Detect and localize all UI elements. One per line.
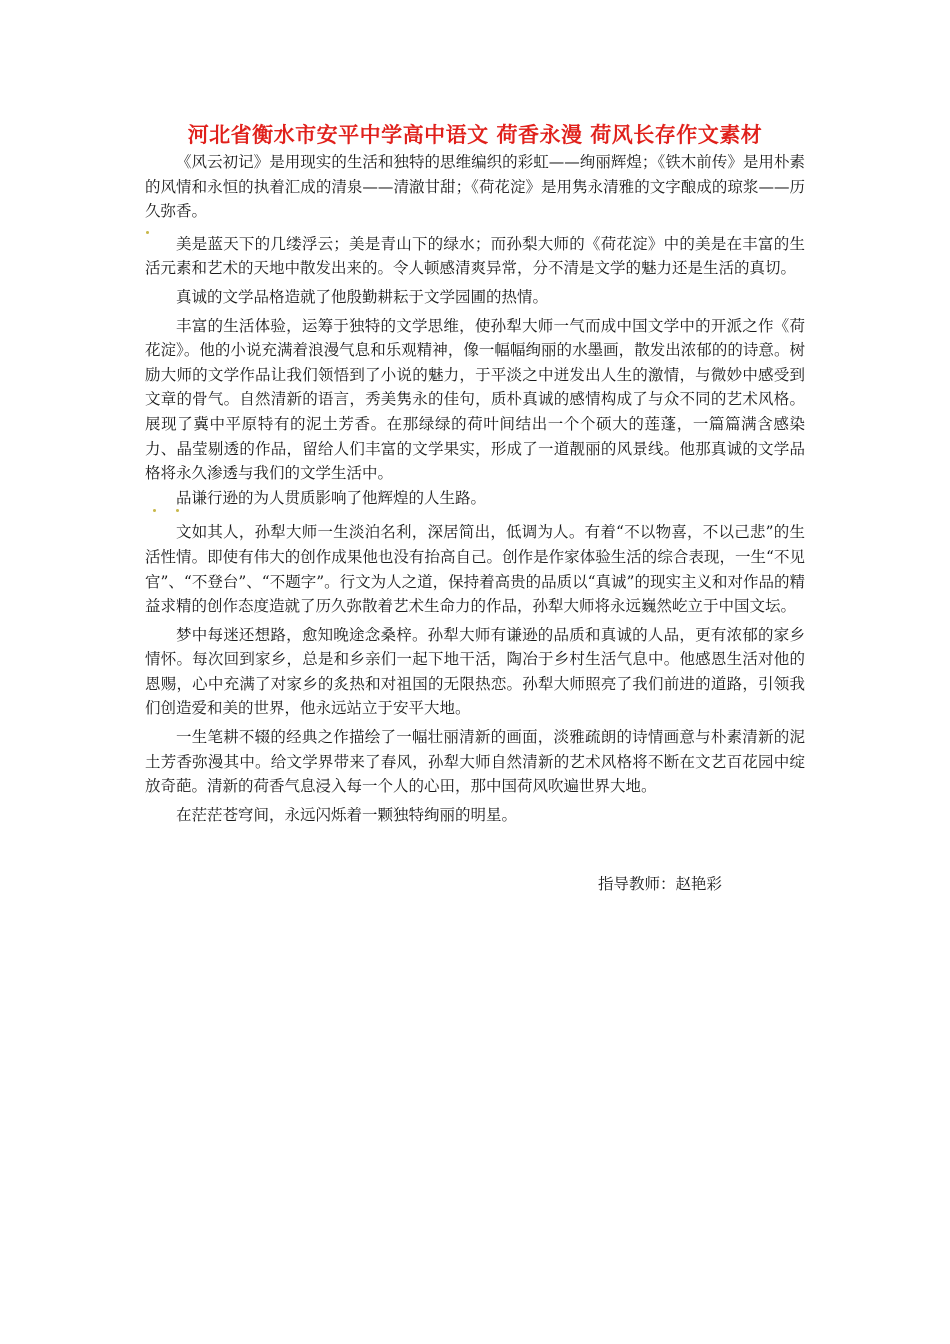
paragraph-6: 文如其人，孙犁大师一生淡泊名利，深居简出，低调为人。有着“不以物喜，不以己悲”的生活性情。即使有伟大的创作成果他也没有抬高自己。创作是作家体验生活的综合表现，一生“不见官”、“不登台”、“不题字”。行文为人之道，保持着高贵的品质以“真诚”的现实主义和对作品的精益求精的创作态度造就了历久弥散着艺术生命力的作品，孙犁大师将永远巍然屹立于中国文坛。 [145, 523, 805, 616]
paragraph-9: 在茫茫苍穹间，永远闪烁着一颗独特绚丽的明星。 [176, 805, 518, 824]
paragraph-2: 美是蓝天下的几缕浮云；美是青山下的绿水；而孙梨大师的《荷花淀》中的美是在丰富的生活元素和艺术的天地中散发出来的。令人顿感清爽异常，分不清是文学的魅力还是生活的真切。 [145, 234, 805, 278]
paragraph-3: 真诚的文学品格造就了他殷勤耕耘于文学园圃的热情。 [176, 287, 549, 306]
paragraph-7: 梦中每迷还想路，愈知晚途念桑梓。孙犁大师有谦逊的品质和真诚的人品，更有浓郁的家乡情怀。每次回到家乡，总是和乡亲们一起下地干活，陶冶于乡村生活气息中。他感恩生活对他的恩赐，心中充满了对家乡的炙热和对祖国的无限热恋。孙犁大师照亮了我们前进的道路，引领我们创造爱和美的世界，他永远站立于安平大地。 [145, 625, 805, 718]
document-title: 河北省衡水市安平中学高中语文 荷香永漫 荷风长存作文素材 [187, 122, 763, 147]
teacher-label: 指导教师： [598, 875, 676, 893]
scan-mark [153, 509, 156, 512]
document-body [145, 150, 805, 827]
paragraph-1: 《风云初记》是用现实的生活和独特的思维编织的彩虹——绚丽辉煌；《铁木前传》是用朴素的风情和永恒的执着汇成的清泉——清澈甘甜；《荷花淀》是用隽永清雅的文字酿成的琼浆——历久弥香。 [145, 153, 805, 221]
scan-mark [176, 509, 179, 512]
teacher-signature [598, 872, 722, 896]
paragraph-4: 丰富的生活体验，运筹于独特的文学思维，使孙犁大师一气而成中国文学中的开派之作《荷花淀》。他的小说充满着浪漫气息和乐观精神，像一幅幅绚丽的水墨画，散发出浓郁的的诗意。树励大师的文学作品让我们领悟到了小说的魅力，于平淡之中迸发出人生的激情，与微妙中感受到文章的骨气。自然清新的语言，秀美隽永的佳句，质朴真诚的感情构成了与众不同的艺术风格。展现了冀中平原特有的泥土芳香。在那绿绿的荷叶间结出一个个硕大的莲蓬，一篇篇满含感染力、晶莹剔透的作品，留给人们丰富的文学果实，形成了一道靓丽的风景线。他那真诚的文学品格将永久渗透与我们的文学生活中。 [145, 316, 805, 483]
teacher-name: 赵艳彩 [675, 875, 723, 893]
paragraph-8: 一生笔耕不辍的经典之作描绘了一幅壮丽清新的画面，淡雅疏朗的诗情画意与朴素清新的泥土芳香弥漫其中。给文学界带来了春风，孙犁大师自然清新的艺术风格将不断在文艺百花园中绽放奇葩。清新的荷香气息浸入每一个人的心田，那中国荷风吹遍世界大地。 [145, 728, 805, 796]
scan-mark [146, 231, 149, 234]
paragraph-5: 品谦行逊的为人贯质影响了他辉煌的人生路。 [176, 488, 487, 507]
